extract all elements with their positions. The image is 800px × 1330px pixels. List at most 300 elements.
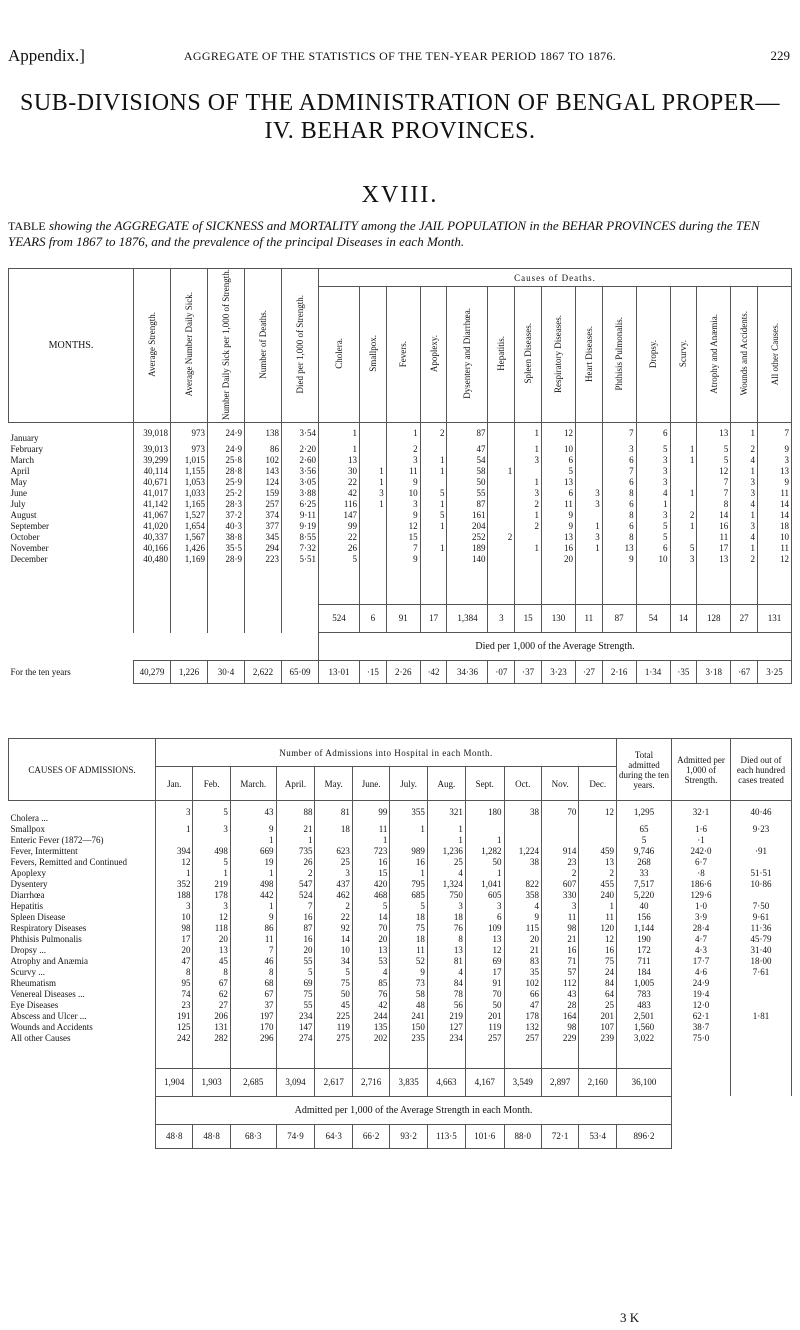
cause-row [9,868,792,879]
cell: 3 [156,801,193,825]
cell: 9 [386,510,420,521]
cell: 13 [193,945,230,956]
died-header: Died out of each hundred cases treated [731,739,792,801]
total-cell: 3 [488,605,515,633]
cell: 39,013 [134,444,171,455]
cause-row [9,824,792,835]
cell: 86 [230,923,276,934]
cell: 87 [276,923,315,934]
cell [488,510,515,521]
cause-label: Fevers, Remitted and Continued [10,857,127,867]
cell: 822 [504,879,541,890]
cell: 7 [602,466,636,477]
cell: 4 [731,455,758,466]
cell: 13 [758,466,792,477]
month-header: Jan. [156,767,193,801]
total-cell: 36,100 [617,1068,672,1096]
cell: 20 [276,945,315,956]
per-cell: 113·5 [427,1124,465,1148]
cell: 1 [731,422,758,444]
cause-header: Phthisis Pulmonalis. [614,316,625,391]
column-header: Average Number Daily Sick. [184,292,194,397]
cell [731,978,792,989]
cell: 1,005 [617,978,672,989]
cell: 3 [602,444,636,455]
cell: 3·05 [282,477,319,488]
cell: 76 [427,923,465,934]
cause-label: Wounds and Accidents [10,1022,93,1032]
cell: 1 [488,466,515,477]
cell: 12·0 [672,1000,731,1011]
cause-header: Scurvy. [678,340,689,368]
cell: 23 [541,857,578,868]
month-label: October [10,531,40,542]
cause-row [9,890,792,901]
cell: 57 [541,967,578,978]
cell: 85 [352,978,389,989]
cell: 294 [245,543,282,554]
cell: 1,015 [171,455,208,466]
cell: 13 [602,543,636,554]
cell: 186·6 [672,879,731,890]
cell: 24·9 [672,978,731,989]
cell: 16 [390,857,427,868]
cell: 40,166 [134,543,171,554]
cell: 242·0 [672,846,731,857]
cell: 67 [230,989,276,1000]
cell: 95 [156,978,193,989]
ten-cell: 40,279 [134,661,171,684]
cell: 4 [352,967,389,978]
cell: 3·88 [282,488,319,499]
cell: 1 [319,422,360,444]
cell: 127 [427,1022,465,1033]
month-header: July. [390,767,427,801]
cell: 18 [427,912,465,923]
causes-admission-header: CAUSES OF ADMISSIONS. [9,739,156,801]
cell: 5 [697,455,731,466]
cause-label: Fever, Intermittent [10,846,78,856]
cell: 62 [193,989,230,1000]
cell: 9·23 [731,824,792,835]
per-cell: 48·8 [156,1124,193,1148]
cell: 18 [758,521,792,532]
cell: 66 [504,989,541,1000]
cell: 22 [319,532,360,543]
ten-cell: 2·26 [386,661,420,684]
cell: 23 [156,1000,193,1011]
cell: 274 [276,1033,315,1044]
cause-row [9,846,792,857]
cell: 43 [230,801,276,825]
total-cell: 15 [515,605,542,633]
total-cell: 2,897 [541,1068,578,1096]
cell: 3 [575,532,602,543]
cell: 6·7 [672,857,731,868]
cell: 14 [315,934,352,945]
cell: 973 [171,444,208,455]
cell: 42 [319,488,360,499]
cell: 5 [193,801,230,825]
cell: 468 [352,890,389,901]
month-label: September [10,520,49,531]
cell: 40,114 [134,466,171,477]
cell [359,532,386,543]
cell: 119 [315,1022,352,1033]
cell: 84 [579,978,617,989]
cell: 1 [352,835,389,846]
cell: 13 [427,945,465,956]
cell: 102 [504,978,541,989]
cell: 420 [352,879,389,890]
cell: 11 [758,488,792,499]
per-cell: 72·1 [541,1124,578,1148]
per-cell: 896·2 [617,1124,672,1148]
cell: 1 [515,510,542,521]
total-cell: 2,685 [230,1068,276,1096]
cell: 25·9 [208,477,245,488]
total-cell: 87 [602,605,636,633]
cell: 156 [617,912,672,923]
cell: 5 [420,510,447,521]
month-header: May. [315,767,352,801]
cell [670,466,697,477]
total-cell: 17 [420,605,447,633]
cell: 9 [386,554,420,565]
cell: 10 [636,554,670,565]
ten-cell: 34·36 [447,661,488,684]
cell [670,477,697,488]
total-cell: 27 [731,605,758,633]
cell: 55 [447,488,488,499]
cause-row [9,835,792,846]
cell: 54 [447,455,488,466]
cell: 41,142 [134,499,171,510]
total-cell: 131 [758,605,792,633]
cell: 47 [504,1000,541,1011]
month-label: May [10,476,27,487]
cell [731,1033,792,1044]
cell: 39,299 [134,455,171,466]
cell: 7·32 [282,543,319,554]
cell: 38 [504,801,541,825]
ten-cell: 30·4 [208,661,245,684]
cell: 16 [276,912,315,923]
cell: 498 [230,879,276,890]
total-cell: 130 [542,605,576,633]
cell: 115 [504,923,541,934]
cell: 4 [504,901,541,912]
cell: 795 [390,879,427,890]
cell: 6·25 [282,499,319,510]
cell: 18·00 [731,956,792,967]
cell: 3 [636,477,670,488]
cell: 76 [352,989,389,1000]
cell: 1 [465,835,504,846]
month-row [9,455,792,466]
cell: 11 [697,532,731,543]
cell [670,499,697,510]
cell: 6 [465,912,504,923]
cell: 1 [359,466,386,477]
cell: 1 [319,444,360,455]
total-cell: 2,160 [579,1068,617,1096]
cell: 3 [156,901,193,912]
cell: 71 [541,956,578,967]
month-label: April [10,465,30,476]
cell: 2 [541,868,578,879]
title-line-2: IV. BEHAR PROVINCES. [264,118,536,144]
total-cell: 3,094 [276,1068,315,1096]
cell: 2 [515,521,542,532]
cell: 1 [359,477,386,488]
cell [420,554,447,565]
cell: 12 [758,554,792,565]
cell: 1 [670,444,697,455]
cell: 14 [352,912,389,923]
cell: 112 [541,978,578,989]
cell: 25 [579,1000,617,1011]
cell: 17 [465,967,504,978]
cell: 69 [276,978,315,989]
cell: 607 [541,879,578,890]
cell: 3 [636,510,670,521]
cell: 83 [504,956,541,967]
cell: 69 [465,956,504,967]
cell: 5 [670,543,697,554]
month-label: January [10,432,39,443]
cell: ·1 [672,835,731,846]
cell: 15 [386,532,420,543]
month-header: Nov. [541,767,578,801]
cell: 84 [427,978,465,989]
ten-cell: 65·09 [282,661,319,684]
cause-label: Enteric Fever (1872—76) [10,835,104,845]
cell: 50 [465,857,504,868]
cell: 116 [319,499,360,510]
cell: 1 [156,824,193,835]
cell: 70 [541,801,578,825]
cell: 10 [156,912,193,923]
cell: 28·3 [208,499,245,510]
cell: 1 [390,824,427,835]
cell: 219 [427,1011,465,1022]
total-header: Total admitted during the ten years. [617,739,672,801]
cell: 394 [156,846,193,857]
cell: 723 [352,846,389,857]
cell: 92 [315,923,352,934]
cell: 1 [515,444,542,455]
month-label: November [10,542,49,553]
cell: ·8 [672,868,731,879]
cell: 1 [156,868,193,879]
cell: 202 [352,1033,389,1044]
cause-header: Heart Diseases. [583,325,594,382]
cell: 5 [319,554,360,565]
cell: 3 [758,455,792,466]
cell [359,554,386,565]
cell: 86 [245,444,282,455]
cell: 172 [617,945,672,956]
cell: 1 [515,477,542,488]
cell: 64 [579,989,617,1000]
cell [575,554,602,565]
month-header: June. [352,767,389,801]
cell: 973 [171,422,208,444]
cell: 225 [315,1011,352,1022]
total-cell: 1,903 [193,1068,230,1096]
cell: 5,220 [617,890,672,901]
cell: 2 [515,499,542,510]
cell: 483 [617,1000,672,1011]
cell: 45 [193,956,230,967]
ten-cell: ·42 [420,661,447,684]
cell: 1,053 [171,477,208,488]
cell: 1,426 [171,543,208,554]
cell: 5 [636,444,670,455]
cell: 2 [276,868,315,879]
cause-header: Fevers. [398,340,409,367]
ten-cell: 3·23 [542,661,576,684]
mortality-table [8,268,792,684]
cell: 1 [515,543,542,554]
cause-row [9,901,792,912]
cell: 235 [390,1033,427,1044]
cause-row [9,989,792,1000]
cell: 3 [636,455,670,466]
total-cell: 524 [319,605,360,633]
cause-row [9,956,792,967]
cell: 10·86 [731,879,792,890]
cell: 107 [579,1022,617,1033]
total-cell: 4,167 [465,1068,504,1096]
cell: 242 [156,1033,193,1044]
cell: 109 [465,923,504,934]
cell: 8 [602,532,636,543]
month-row [9,532,792,543]
cell [731,890,792,901]
cell: 1 [465,868,504,879]
cell: 26 [319,543,360,554]
cell: 11 [542,499,576,510]
cell: 9 [758,444,792,455]
per-cell: 101·6 [465,1124,504,1148]
table-caption: TABLE showing the AGGREGATE of SICKNESS and MORTALITY among the JAIL POPULATION in the BEHAR PROVINCES during the TEN YEARS from 1867 to 1876, and the prevalence of the principal Diseases in each Month. [8,218,760,249]
cause-label: Scurvy ... [10,967,45,977]
cause-row [9,934,792,945]
cell: 1 [575,543,602,554]
cell [488,455,515,466]
cause-row [9,945,792,956]
cell: 50 [465,1000,504,1011]
died-note: Died per 1,000 of the Average Strength. [319,633,792,661]
cell: 374 [245,510,282,521]
section-number: XVIII. [361,182,439,208]
cell: 2·20 [282,444,319,455]
cell: 1,033 [171,488,208,499]
cell: 1 [420,521,447,532]
cell: 355 [390,801,427,825]
cell: 131 [193,1022,230,1033]
cell: 2 [315,901,352,912]
cell: 7 [230,945,276,956]
cell: 234 [427,1033,465,1044]
cell: 19·4 [672,989,731,1000]
cell [359,521,386,532]
cell: 1,295 [617,801,672,825]
cell: 9 [758,477,792,488]
cell: 11 [352,824,389,835]
cell: 37·2 [208,510,245,521]
cell [488,488,515,499]
cause-row [9,1000,792,1011]
causes-header: Causes of Deaths. [319,269,792,287]
ten-years-row [9,661,792,684]
cell: 735 [276,846,315,857]
cell: 16 [542,543,576,554]
cell: 498 [193,846,230,857]
cell: 58 [390,989,427,1000]
cell: 9 [504,912,541,923]
cell: 1 [230,901,276,912]
cell: 3·56 [282,466,319,477]
cell: 119 [465,1022,504,1033]
cell: 40 [617,901,672,912]
cause-header: Hepatitis. [496,336,507,372]
signature-mark: 3 K [620,1310,640,1325]
cell: 6 [602,455,636,466]
cell: 58 [447,466,488,477]
admitted-per-row [9,1124,792,1148]
per-cell: 88·0 [504,1124,541,1148]
cell: 1 [386,422,420,444]
cause-label: Respiratory Diseases [10,923,87,933]
total-cell: 14 [670,605,697,633]
cell [504,824,541,835]
cell: 13 [579,857,617,868]
cell: 1,282 [465,846,504,857]
cell: 11·36 [731,923,792,934]
cell: 1 [420,543,447,554]
cause-header: Cholera. [333,338,344,370]
cell: 48 [390,1000,427,1011]
ten-years-label: For the ten years [10,666,71,677]
cell: 51·51 [731,868,792,879]
cell [515,532,542,543]
cell: 3 [731,477,758,488]
cell: 19 [230,857,276,868]
months-header: MONTHS. [9,269,134,423]
month-row [9,543,792,554]
cell: 46 [230,956,276,967]
cell [488,477,515,488]
month-label: June [10,487,27,498]
cell: 129·6 [672,890,731,901]
cell: 257 [504,1033,541,1044]
cell: 28·8 [208,466,245,477]
per-cell: 74·9 [276,1124,315,1148]
cell [515,554,542,565]
cell: 1 [420,455,447,466]
cell: 70 [465,989,504,1000]
cell: 239 [579,1033,617,1044]
cell: 11 [579,912,617,923]
total-cell: 11 [575,605,602,633]
month-header: April. [276,767,315,801]
cell: 10 [542,444,576,455]
cell: 1 [731,510,758,521]
cell: 6 [636,422,670,444]
